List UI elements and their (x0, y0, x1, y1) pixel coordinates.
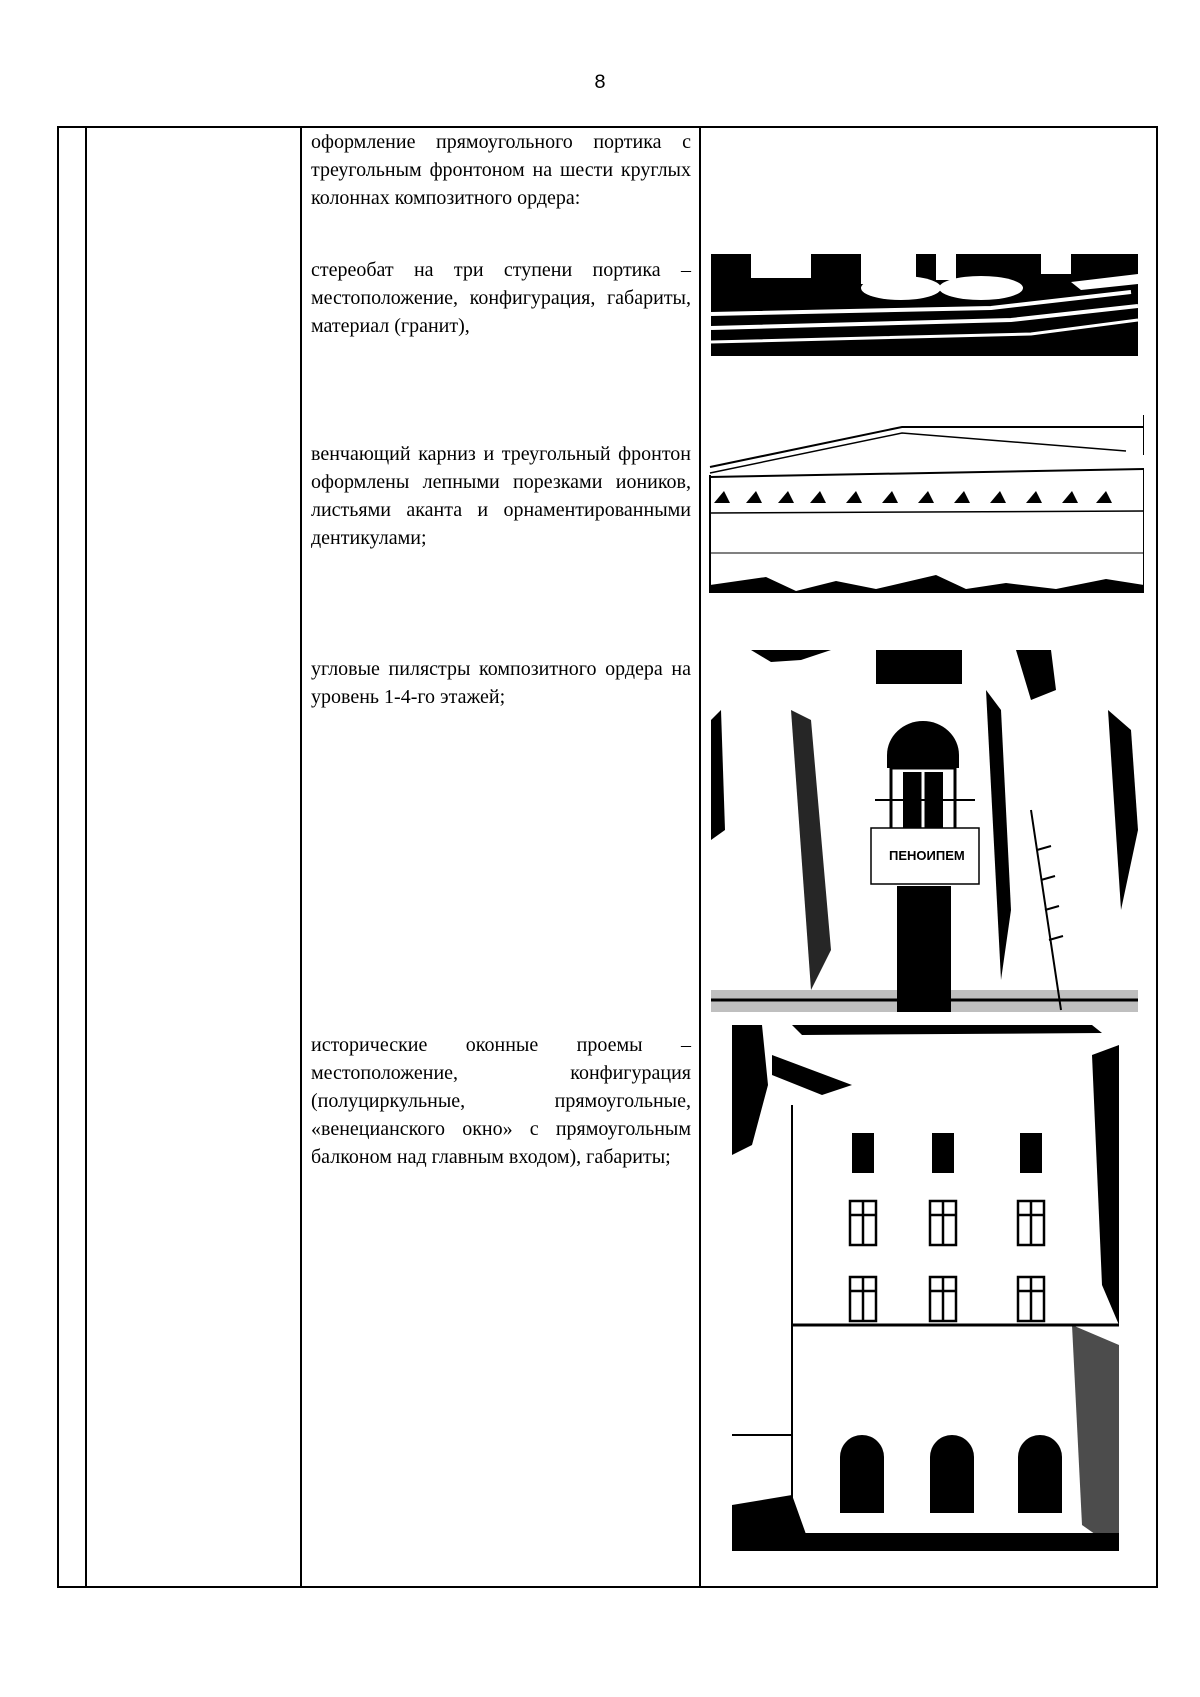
pilasters-photo (711, 650, 1138, 1012)
windows-photo (732, 1025, 1119, 1551)
cornice-photo (706, 415, 1144, 593)
stylobate-description: стереобат на три ступени портика – местоположение, конфигурация, габариты, материал (гранит), (311, 259, 691, 337)
shop-sign: ПЕНОИПЕМ (889, 848, 965, 863)
column-divider (85, 128, 87, 1586)
windows-description: исторические оконные проемы – местоположение, конфигурация (полуциркульные, прямоугольные, «венецианского окно» с прямоугольным балконом над главным входом), габариты; (311, 1034, 691, 1168)
column-divider (699, 128, 701, 1586)
pilasters-description: угловые пилястры композитного ордера на уровень 1-4-го этажей; (311, 658, 691, 708)
cornice-description: венчающий карниз и треугольный фронтон оформлены лепными порезками иоников, листьями аканта и орнаментированными дентикулами; (311, 443, 691, 549)
portico-description: оформление прямоугольного портика с треугольным фронтоном на шести круглых колоннах композитного ордера: (311, 131, 691, 209)
column-divider (300, 128, 302, 1586)
stylobate-photo (711, 254, 1138, 356)
page-number: 8 (593, 72, 606, 95)
